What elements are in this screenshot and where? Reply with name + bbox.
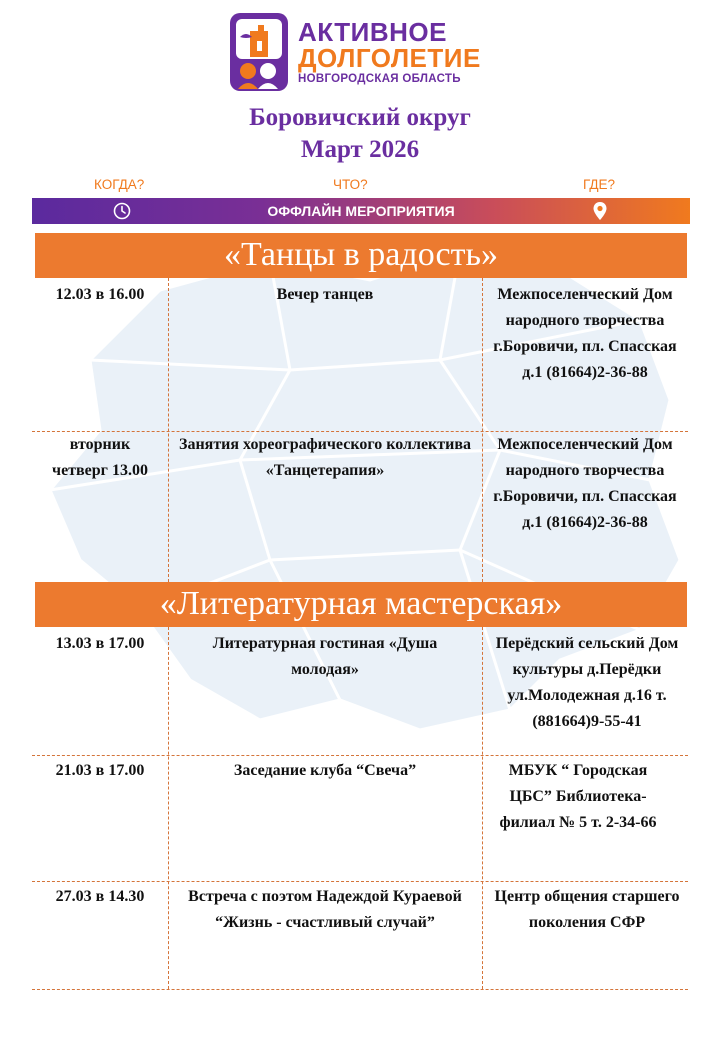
event-date: 12.03 в 16.00 [55,286,145,303]
section-title-dances: «Танцы в радость» [35,233,687,278]
logo-title-line2: ДОЛГОЛЕТИЕ [298,43,481,73]
location-pin-icon [592,201,608,221]
offline-events-bar [32,198,690,224]
table-bottom-border [32,989,688,990]
column-divider [168,278,169,582]
column-labels [32,177,690,195]
event-row [32,880,688,990]
column-divider [482,278,483,582]
event-row [32,428,688,582]
event-title: Литературная гостиная «Душа молодая» [212,635,438,678]
event-title: Занятия хореографического коллектива «Танцетерапия» [179,436,471,479]
label-where: ГДЕ? [583,177,616,192]
event-location: Центр общения старшего поколения СФР [494,888,680,931]
logo-emblem-icon [228,11,290,93]
event-date: 13.03 в 17.00 [55,635,145,652]
logo-subtitle: НОВГОРОДСКАЯ ОБЛАСТЬ [298,73,461,85]
event-title: Встреча с поэтом Надеждой Кураевой “Жизнь - счастливый случай” [188,888,462,931]
event-row [32,627,688,755]
event-location: Межпоселенческий Дом народного творчества г.Боровичи, пл. Спасская д.1 (81664)2-36-88 [493,286,677,381]
section-title-literature: «Литературная мастерская» [35,582,687,627]
event-title: Заседание клуба “Свеча” [233,762,417,779]
event-date: 27.03 в 14.30 [55,888,145,905]
district-title: Боровичский округ [249,104,471,131]
event-location: Межпоселенческий Дом народного творчества г.Боровичи, пл. Спасская д.1 (81664)2-36-88 [493,436,677,531]
month-title: Март 2026 [300,136,420,163]
label-what: ЧТО? [333,177,368,192]
event-title: Вечер танцев [276,286,374,303]
column-divider [168,627,169,989]
logo [228,10,498,94]
logo-title-line1: АКТИВНОЕ [298,17,447,47]
label-when: КОГДА? [94,177,145,192]
event-location: Перёдский сельский Дом культуры д.Перёдки ул.Молодежная д.16 т.(881664)9-55-41 [495,635,679,730]
event-row [32,754,688,882]
event-date: 21.03 в 17.00 [55,762,145,779]
event-date: вторник четверг 13.00 [52,436,148,479]
offline-events-title: ОФФЛАЙН МЕРОПРИЯТИЯ [267,203,455,219]
event-row [32,278,688,430]
event-location: МБУК “ Городская ЦБС” Библиотека- филиал № 5 т. 2-34-66 [499,762,657,831]
column-divider [482,627,483,989]
